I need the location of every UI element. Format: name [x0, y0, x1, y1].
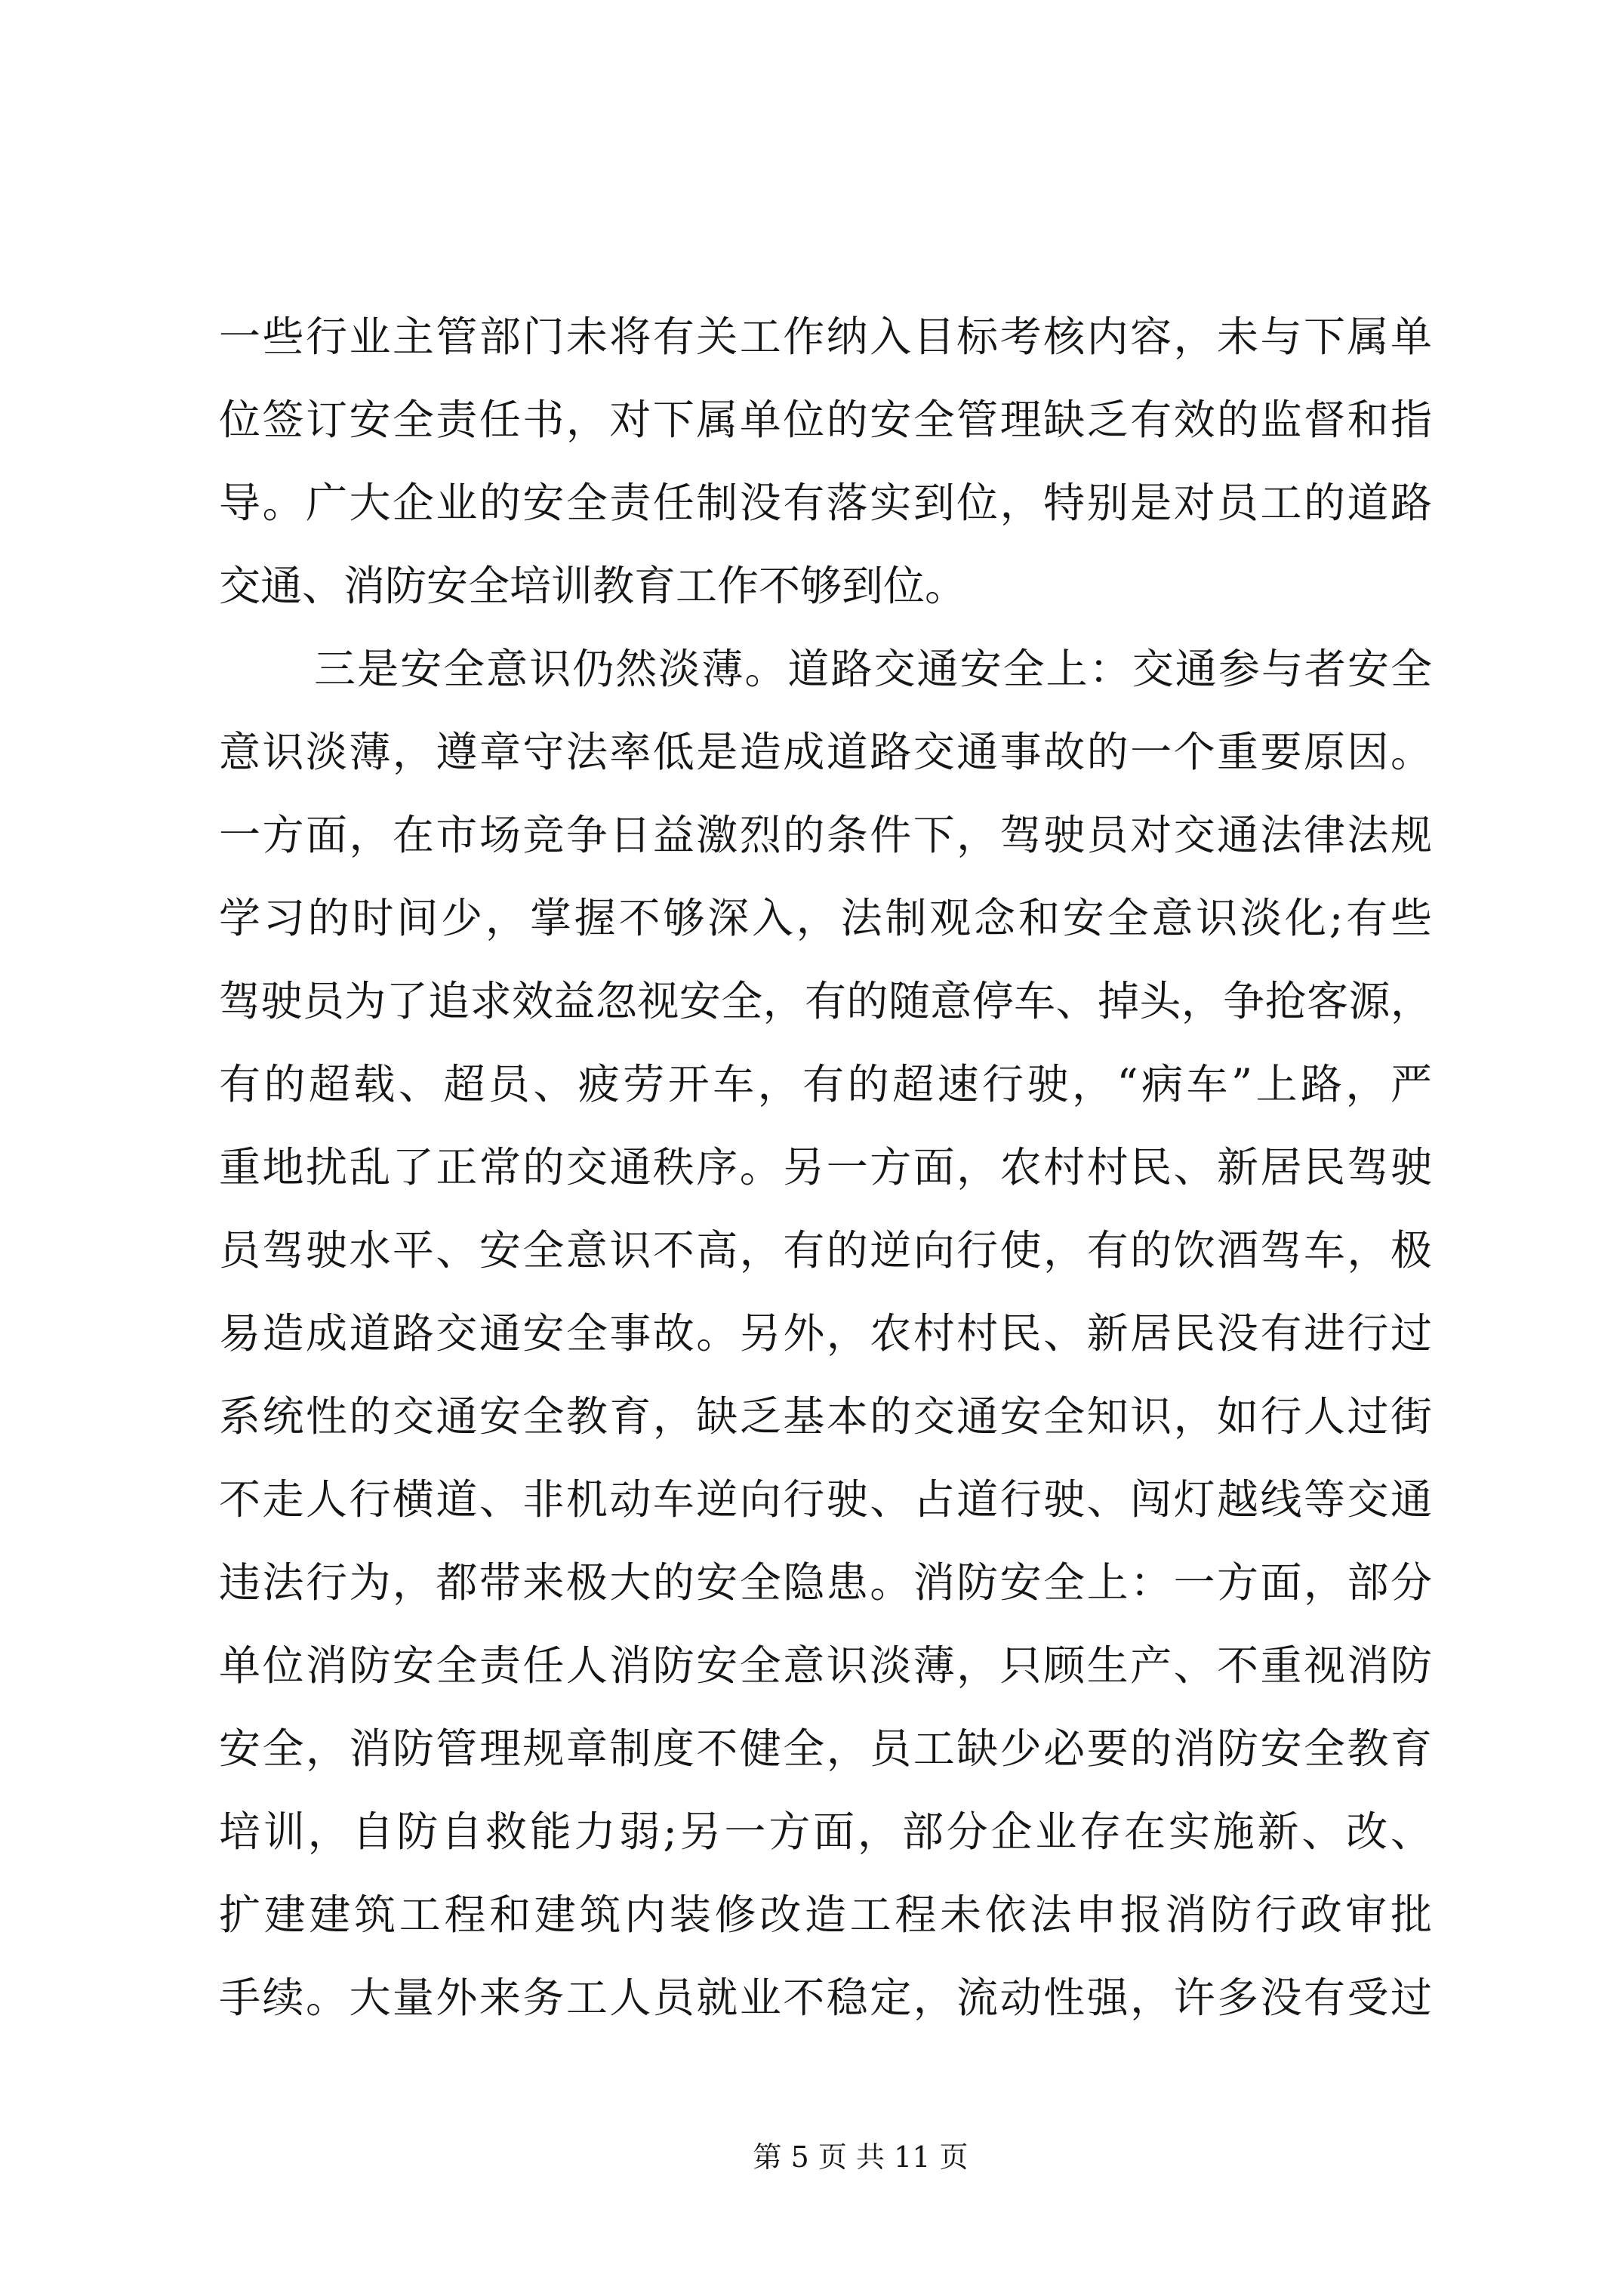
text-line: 有的超载、超员、疲劳开车，有的超速行驶，“病车”上路，严 — [219, 1060, 1432, 1108]
paragraph — [219, 295, 1432, 627]
text-line: 手续。大量外来务工人员就业不稳定，流动性强，许多没有受过 — [219, 1974, 1432, 2022]
text-line: 三是安全意识仍然淡薄。道路交通安全上：交通参与者安全 — [314, 645, 1432, 693]
text-line: 重地扰乱了正常的交通秩序。另一方面，农村村民、新居民驾驶 — [219, 1143, 1432, 1191]
text-line: 员驾驶水平、安全意识不高，有的逆向行使，有的饮酒驾车，极 — [219, 1226, 1432, 1274]
page-number-footer: 第 5 页 共 11 页 — [753, 2140, 969, 2174]
text-line: 单位消防安全责任人消防安全意识淡薄，只顾生产、不重视消防 — [219, 1641, 1432, 1690]
text-line: 安全，消防管理规章制度不健全，员工缺少必要的消防安全教育 — [219, 1724, 1432, 1773]
text-line: 交通、消防安全培训教育工作不够到位。 — [219, 562, 967, 610]
text-line: 违法行为，都带来极大的安全隐患。消防安全上：一方面，部分 — [219, 1558, 1432, 1607]
text-line: 意识淡薄，遵章守法率低是造成道路交通事故的一个重要原因。 — [219, 728, 1432, 776]
text-line: 驾驶员为了追求效益忽视安全，有的随意停车、掉头，争抢客源， — [219, 977, 1432, 1025]
text-line: 位签订安全责任书，对下属单位的安全管理缺乏有效的监督和指 — [219, 396, 1432, 444]
text-line: 导。广大企业的安全责任制没有落实到位，特别是对员工的道路 — [219, 479, 1432, 527]
body-text — [219, 295, 1432, 2039]
paragraph — [219, 627, 1432, 2039]
text-line: 一些行业主管部门未将有关工作纳入目标考核内容，未与下属单 — [219, 313, 1432, 361]
text-line: 扩建建筑工程和建筑内装修改造工程未依法申报消防行政审批 — [219, 1891, 1432, 1939]
text-line: 易造成道路交通安全事故。另外，农村村民、新居民没有进行过 — [219, 1309, 1432, 1358]
text-line: 学习的时间少，掌握不够深入，法制观念和安全意识淡化;有些 — [219, 894, 1432, 942]
text-line: 培训，自防自救能力弱;另一方面，部分企业存在实施新、改、 — [219, 1808, 1432, 1856]
text-line: 系统性的交通安全教育，缺乏基本的交通安全知识，如行人过街 — [219, 1392, 1432, 1441]
text-line: 一方面，在市场竞争日益激烈的条件下，驾驶员对交通法律法规 — [219, 811, 1432, 859]
text-line: 不走人行横道、非机动车逆向行驶、占道行驶、闯灯越线等交通 — [219, 1475, 1432, 1524]
